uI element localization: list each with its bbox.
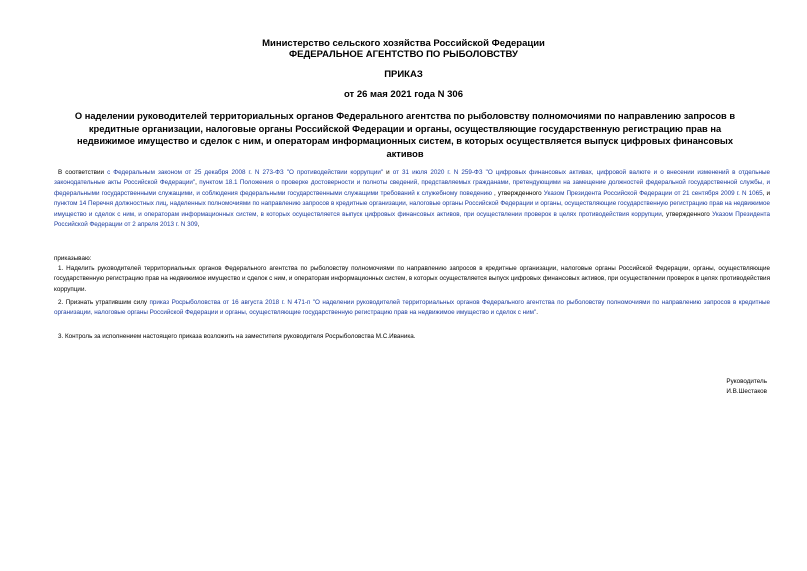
preamble-text-4: , утвержденного [491,189,544,197]
preamble-text-1: В соответствии [58,169,108,176]
preamble-text-6: , утвержденного [661,210,713,218]
document-title: О наделении руководителей территориальных органов Федерального агентства по рыболовству полномочиями по направлению запросов в кредитные организации, налоговые органы Российской Федерации и органы, осуществляющие государственную регистрацию прав на недвижимое имущество и сделок с ним, и операторам информационных систем, в которых осуществляется выпуск цифровых финансовых активов [74,111,736,159]
order-item-1 [54,264,770,295]
document-type: ПРИКАЗ [384,69,423,80]
signature-position: Руководитель [726,378,767,385]
order-item-3 [54,332,770,342]
order-item-2-text-2: . [536,309,538,317]
link-list-item-14[interactable]: пунктом 14 Перечня должностных лиц, наделенных полномочиями по направлению запросов в кредитные организации, налоговые органы Российской Федерации и органы, осуществляющие государственную регистрацию прав на недвижимое имущество и сделок с ним, и операторам информационных систем, в которых осуществляется выпуск цифровых финансовых активов, при осуществлении проверок в целях противодействия коррупции [54,200,770,218]
ministry-name: Министерство сельского хозяйства Российской Федерации [262,38,545,49]
link-order-471[interactable]: приказ Росрыболовства от 16 августа 2018 г. N 471-п "О наделении руководителей территориальных органов Федерального агентства по рыболовству полномочиями по направлению запросов в кредитные организации, налоговые органы Российской Федерации и органы, осуществляющие государственную регистрацию прав на недвижимое имущество и сделок с ним" [54,299,770,317]
preamble-text-2: и [383,169,393,176]
link-decree-309[interactable]: Указом Президента Российской Федерации от 2 апреля 2013 г. N 309 [54,210,770,229]
order-item-3-text: 3. Контроль за исполнением настоящего приказа возложить на заместителя руководителя Росрыболовства М.С.Иваника. [58,333,416,340]
link-regulation-item-18-1[interactable]: пунктом 18.1 Положения о проверке достоверности и полноты сведений, представляемых гражданами, претендующими на замещение должностей федеральной государственной службы, и федеральными государственными служащими, и соблюдения федеральными государственными служащими требований к служебному поведению [54,179,770,197]
signature-name: И.В.Шестаков [726,388,767,395]
agency-name: ФЕДЕРАЛЬНОЕ АГЕНТСТВО ПО РЫБОЛОВСТВУ [289,49,518,60]
ordered-word: приказываю: [54,255,92,262]
preamble-text-5: , и [762,189,770,197]
preamble-paragraph [54,168,770,230]
document-date-number: от 26 мая 2021 года N 306 [343,89,464,100]
preamble-text-3: , [195,179,200,187]
link-federal-law-259[interactable]: от 31 июля 2020 г. N 259-ФЗ "О цифровых финансовых активах, цифровой валюте и о внесении изменений в отдельные законодательные акты Российской Федерации" [54,169,770,187]
link-federal-law-273[interactable]: с Федеральным законом от 25 декабря 2008 г. N 273-ФЗ "О противодействии коррупции" [107,169,384,176]
order-item-1-text: 1. Наделить руководителей территориальных органов Федерального агентства по рыболовству полномочиями по направлению запросов в кредитные организации, налоговые органы Российской Федерации, органы, осуществляющие государственную регистрацию прав на недвижимое имущество и сделок с ним, и операторам информационных систем, в которых осуществляется выпуск цифровых финансовых активов, при осуществлении проверок в целях противодействия коррупции. [54,265,770,293]
link-decree-1065[interactable]: Указом Президента Российской Федерации от 21 сентября 2009 г. N 1065 [543,189,763,197]
order-item-2-text-1: 2. Признать утратившим силу [58,299,150,306]
order-item-2 [54,298,770,319]
preamble-text-7: , [197,221,200,229]
